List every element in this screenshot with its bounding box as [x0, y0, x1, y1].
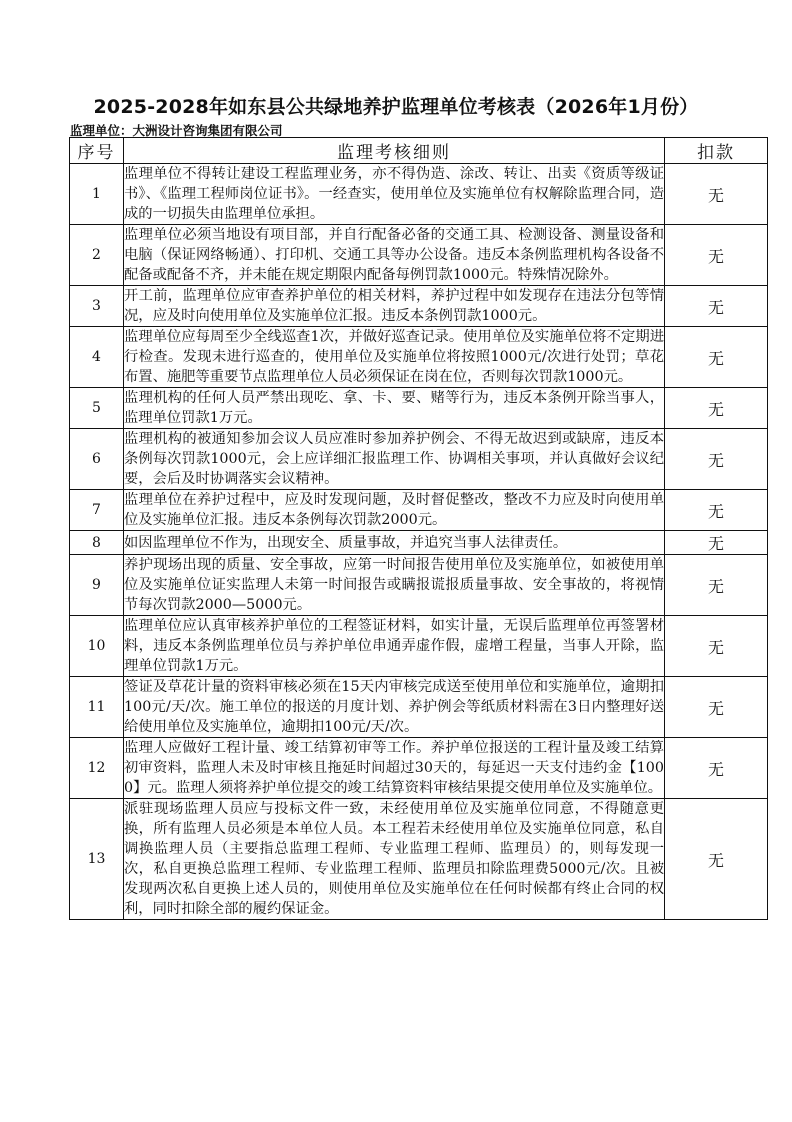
row-fine: 无	[665, 225, 768, 286]
row-number: 10	[70, 616, 124, 677]
row-fine: 无	[665, 388, 768, 429]
row-number: 6	[70, 429, 124, 490]
table-row	[70, 327, 768, 388]
table-row	[70, 429, 768, 490]
assessment-table	[69, 137, 768, 920]
row-fine: 无	[665, 531, 768, 555]
row-fine: 无	[665, 738, 768, 799]
row-number: 9	[70, 555, 124, 616]
table-row	[70, 225, 768, 286]
row-detail: 监理单位在养护过程中，应及时发现问题，及时督促整改，整改不力应及时向使用单位及实施单位汇报。违反本条例每次罚款2000元。	[124, 490, 665, 531]
row-number: 11	[70, 677, 124, 738]
table-header-row	[70, 138, 768, 164]
row-detail: 监理单位必须当地设有项目部，并自行配备必备的交通工具、检测设备、测量设备和电脑（保证网络畅通）、打印机、交通工具等办公设备。违反本条例监理机构各设备不配备或配备不齐，并未能在规定期限内配备每例罚款1000元。特殊情况除外。	[124, 225, 665, 286]
row-number: 2	[70, 225, 124, 286]
row-number: 12	[70, 738, 124, 799]
row-detail: 养护现场出现的质量、安全事故，应第一时间报告使用单位及实施单位，如被使用单位及实施单位证实监理人未第一时间报告或瞒报谎报质量事故、安全事故的，将视情节每次罚款2000—5000元。	[124, 555, 665, 616]
row-number: 13	[70, 799, 124, 920]
row-detail: 如因监理单位不作为，出现安全、质量事故，并追究当事人法律责任。	[124, 531, 665, 555]
table-row	[70, 799, 768, 920]
row-number: 1	[70, 164, 124, 225]
row-number: 3	[70, 286, 124, 327]
header-fine: 扣款	[665, 138, 768, 164]
row-number: 7	[70, 490, 124, 531]
row-fine: 无	[665, 286, 768, 327]
row-fine: 无	[665, 616, 768, 677]
row-detail: 签证及草花计量的资料审核必须在15天内审核完成送至使用单位和实施单位，逾期扣100元/天/次。施工单位的报送的月度计划、养护例会等纸质材料需在3日内整理好送给使用单位及实施单位，逾期扣100元/天/次。	[124, 677, 665, 738]
row-fine: 无	[665, 164, 768, 225]
table-row	[70, 738, 768, 799]
supervision-unit-label: 监理单位：大洲设计咨询集团有限公司	[70, 123, 283, 138]
row-detail: 监理机构的被通知参加会议人员应准时参加养护例会、不得无故迟到或缺席，违反本条例每次罚款1000元，会上应详细汇报监理工作、协调相关事项，并认真做好会议纪要，会后及时协调落实会议精神。	[124, 429, 665, 490]
table-row	[70, 677, 768, 738]
row-number: 8	[70, 531, 124, 555]
row-detail: 开工前，监理单位应审查养护单位的相关材料，养护过程中如发现存在违法分包等情况，应及时向使用单位及实施单位汇报。违反本条例罚款1000元。	[124, 286, 665, 327]
row-detail: 监理机构的任何人员严禁出现吃、拿、卡、要、赌等行为，违反本条例开除当事人，监理单位罚款1万元。	[124, 388, 665, 429]
row-detail: 监理人应做好工程计量、竣工结算初审等工作。养护单位报送的工程计量及竣工结算初审资料，监理人未及时审核且拖延时间超过30天的，每延迟一天支付违约金【1000】元。监理人须将养护单位提交的竣工结算资料审核结果提交使用单位及实施单位。	[124, 738, 665, 799]
row-fine: 无	[665, 429, 768, 490]
table-row	[70, 555, 768, 616]
table-row	[70, 531, 768, 555]
row-detail: 监理单位应每周至少全线巡查1次，并做好巡查记录。使用单位及实施单位将不定期进行检查。发现未进行巡查的，使用单位及实施单位将按照1000元/次进行处罚；草花布置、施肥等重要节点监理单位人员必须保证在岗在位，否则每次罚款1000元。	[124, 327, 665, 388]
row-detail: 派驻现场监理人员应与投标文件一致，未经使用单位及实施单位同意，不得随意更换，所有监理人员必须是本单位人员。本工程若未经使用单位及实施单位同意，私自调换监理人员（主要指总监理工程师、专业监理工程师、监理员）的，则每发现一次，私自更换总监理工程师、专业监理工程师、监理员扣除监理费5000元/次。且被发现两次私自更换上述人员的，则使用单位及实施单位在任何时候都有终止合同的权利，同时扣除全部的履约保证金。	[124, 799, 665, 920]
document-title: 2025-2028年如东县公共绿地养护监理单位考核表（2026年1月份）	[93, 96, 699, 118]
table-row	[70, 286, 768, 327]
table-row	[70, 616, 768, 677]
row-detail: 监理单位应认真审核养护单位的工程签证材料，如实计量，无误后监理单位再签署材料，违反本条例监理单位员与养护单位串通弄虚作假，虚增工程量，当事人开除，监理单位罚款1万元。	[124, 616, 665, 677]
row-fine: 无	[665, 490, 768, 531]
table-row	[70, 388, 768, 429]
row-fine: 无	[665, 327, 768, 388]
row-number: 4	[70, 327, 124, 388]
row-fine: 无	[665, 555, 768, 616]
row-fine: 无	[665, 677, 768, 738]
table-row	[70, 164, 768, 225]
row-number: 5	[70, 388, 124, 429]
header-detail: 监理考核细则	[124, 138, 665, 164]
row-fine: 无	[665, 799, 768, 920]
header-no: 序号	[70, 138, 124, 164]
table-row	[70, 490, 768, 531]
row-detail: 监理单位不得转让建设工程监理业务，亦不得伪造、涂改、转让、出卖《资质等级证书》、《监理工程师岗位证书》。一经查实，使用单位及实施单位有权解除监理合同，造成的一切损失由监理单位承担。	[124, 164, 665, 225]
